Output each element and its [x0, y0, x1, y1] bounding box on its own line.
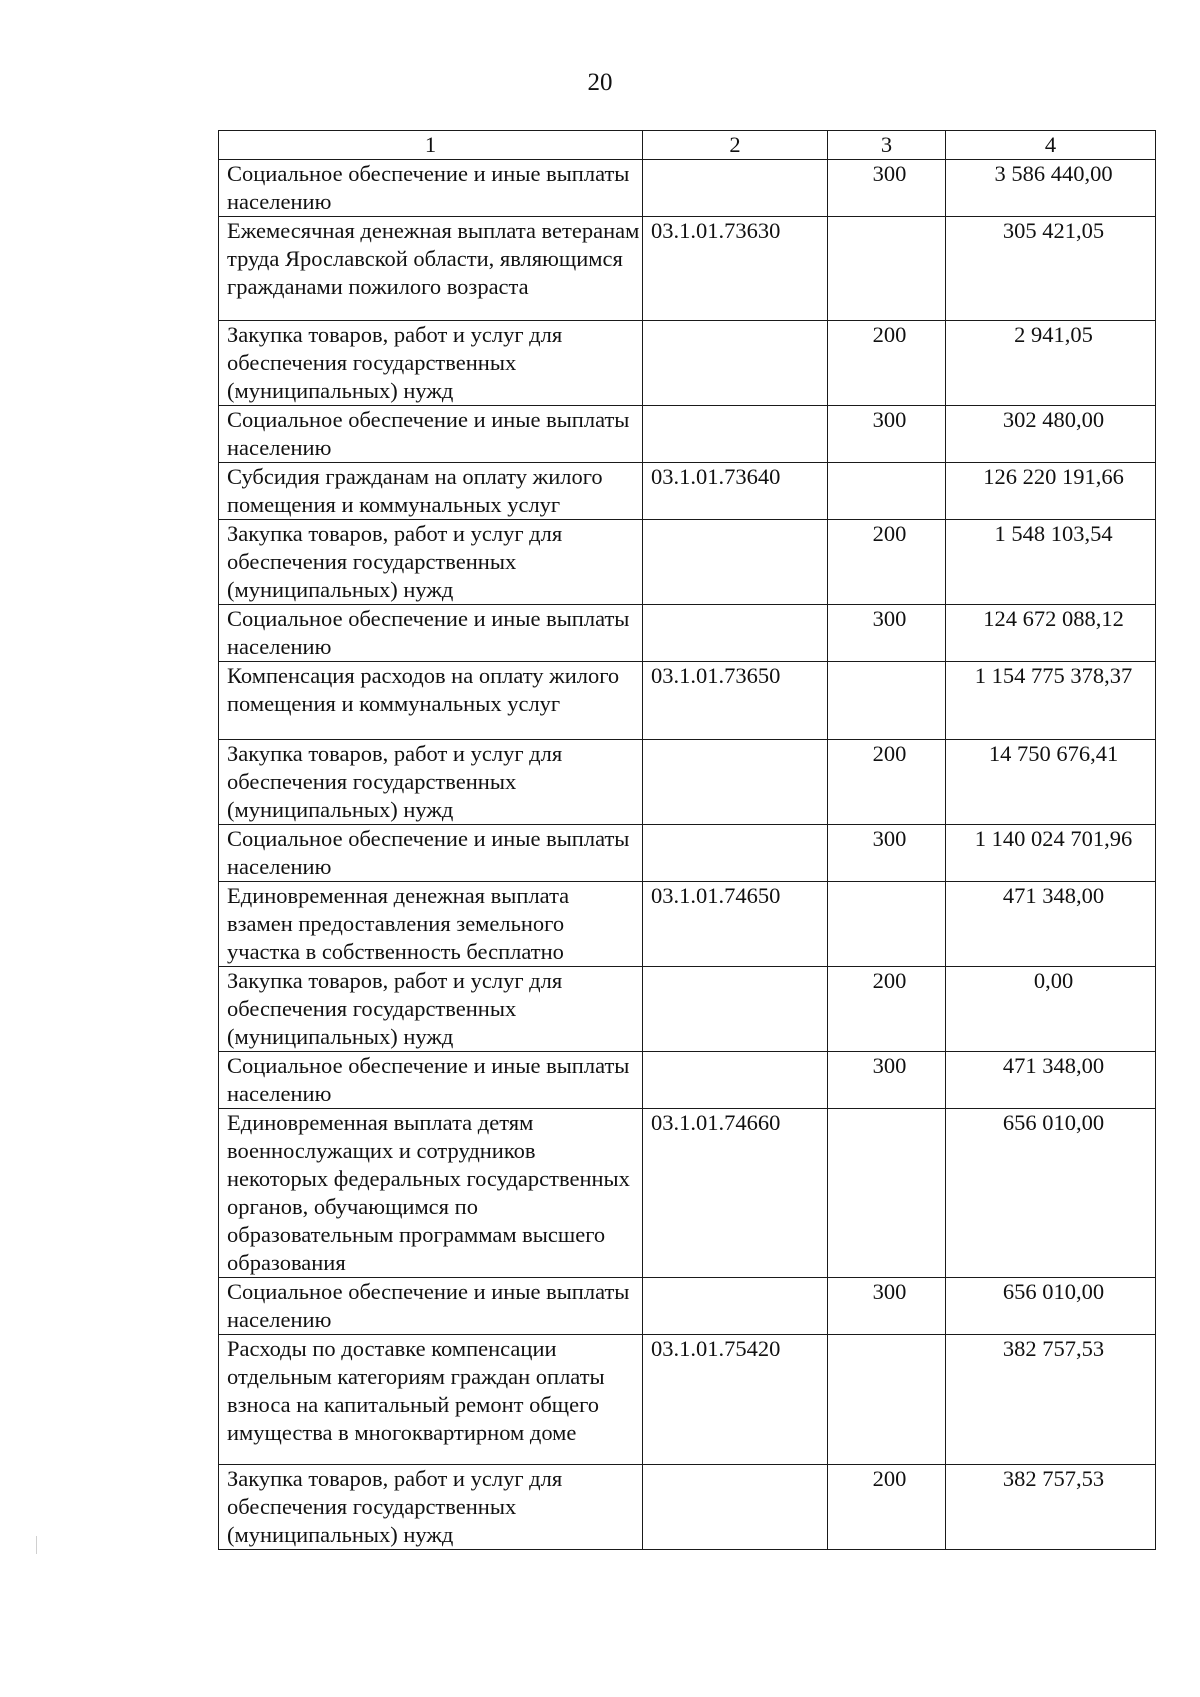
cell-target-code [643, 605, 828, 662]
cell-amount: 1 548 103,54 [946, 520, 1156, 605]
cell-description: Единовременная денежная выплата взамен предоставления земельного участка в собственность бесплатно [219, 882, 643, 967]
cell-target-code: 03.1.01.75420 [643, 1335, 828, 1465]
table-body [219, 160, 1156, 1550]
table-row [219, 520, 1156, 605]
cell-expense-kind: 300 [828, 1278, 946, 1335]
cell-amount: 305 421,05 [946, 217, 1156, 321]
cell-target-code [643, 740, 828, 825]
cell-expense-kind: 300 [828, 160, 946, 217]
cell-expense-kind [828, 1109, 946, 1278]
cell-target-code: 03.1.01.73650 [643, 662, 828, 740]
cell-target-code: 03.1.01.73640 [643, 463, 828, 520]
cell-expense-kind [828, 1335, 946, 1465]
cell-expense-kind: 300 [828, 406, 946, 463]
table-row [219, 740, 1156, 825]
cell-amount: 14 750 676,41 [946, 740, 1156, 825]
cell-amount: 1 154 775 378,37 [946, 662, 1156, 740]
cell-expense-kind: 300 [828, 1052, 946, 1109]
cell-expense-kind: 200 [828, 967, 946, 1052]
cell-description: Закупка товаров, работ и услуг для обеспечения государственных (муниципальных) нужд [219, 520, 643, 605]
cell-target-code: 03.1.01.74650 [643, 882, 828, 967]
cell-description: Компенсация расходов на оплату жилого помещения и коммунальных услуг [219, 662, 643, 740]
column-header-1: 1 [219, 131, 643, 160]
cell-target-code [643, 1278, 828, 1335]
table-row [219, 1109, 1156, 1278]
cell-expense-kind: 200 [828, 1465, 946, 1550]
column-header-4: 4 [946, 131, 1156, 160]
cell-expense-kind [828, 882, 946, 967]
cell-target-code [643, 520, 828, 605]
table-row [219, 321, 1156, 406]
cell-target-code [643, 406, 828, 463]
cell-expense-kind: 200 [828, 740, 946, 825]
table-row [219, 967, 1156, 1052]
table-row [219, 882, 1156, 967]
cell-amount: 656 010,00 [946, 1109, 1156, 1278]
cell-expense-kind: 200 [828, 321, 946, 406]
cell-description: Расходы по доставке компенсации отдельным категориям граждан оплаты взноса на капитальный ремонт общего имущества в многоквартирном доме [219, 1335, 643, 1465]
cell-amount: 3 586 440,00 [946, 160, 1156, 217]
table-row [219, 1278, 1156, 1335]
cell-target-code [643, 1465, 828, 1550]
cell-expense-kind: 300 [828, 825, 946, 882]
cell-description: Социальное обеспечение и иные выплаты населению [219, 1052, 643, 1109]
table-row [219, 1052, 1156, 1109]
scan-margin-mark [36, 1536, 37, 1554]
cell-amount: 302 480,00 [946, 406, 1156, 463]
cell-description: Закупка товаров, работ и услуг для обеспечения государственных (муниципальных) нужд [219, 967, 643, 1052]
cell-description: Закупка товаров, работ и услуг для обеспечения государственных (муниципальных) нужд [219, 1465, 643, 1550]
cell-target-code: 03.1.01.73630 [643, 217, 828, 321]
cell-expense-kind [828, 463, 946, 520]
table-header [219, 131, 1156, 160]
page-number: 20 [587, 69, 613, 96]
cell-amount: 471 348,00 [946, 1052, 1156, 1109]
cell-target-code [643, 967, 828, 1052]
table-row [219, 825, 1156, 882]
cell-target-code [643, 1052, 828, 1109]
budget-table [218, 130, 1156, 1550]
table-row [219, 406, 1156, 463]
cell-description: Социальное обеспечение и иные выплаты населению [219, 1278, 643, 1335]
table-row [219, 217, 1156, 321]
cell-amount: 126 220 191,66 [946, 463, 1156, 520]
cell-target-code [643, 160, 828, 217]
cell-amount: 0,00 [946, 967, 1156, 1052]
header-row [219, 131, 1156, 160]
table-row [219, 463, 1156, 520]
cell-expense-kind [828, 217, 946, 321]
table-row [219, 605, 1156, 662]
cell-expense-kind: 300 [828, 605, 946, 662]
cell-amount: 1 140 024 701,96 [946, 825, 1156, 882]
cell-amount: 471 348,00 [946, 882, 1156, 967]
cell-description: Закупка товаров, работ и услуг для обеспечения государственных (муниципальных) нужд [219, 321, 643, 406]
cell-description: Субсидия гражданам на оплату жилого помещения и коммунальных услуг [219, 463, 643, 520]
cell-target-code [643, 321, 828, 406]
cell-amount: 124 672 088,12 [946, 605, 1156, 662]
cell-amount: 2 941,05 [946, 321, 1156, 406]
cell-amount: 382 757,53 [946, 1335, 1156, 1465]
cell-expense-kind: 200 [828, 520, 946, 605]
table-row [219, 1465, 1156, 1550]
table-row [219, 1335, 1156, 1465]
column-header-3: 3 [828, 131, 946, 160]
cell-amount: 656 010,00 [946, 1278, 1156, 1335]
cell-description: Социальное обеспечение и иные выплаты населению [219, 406, 643, 463]
cell-target-code: 03.1.01.74660 [643, 1109, 828, 1278]
cell-expense-kind [828, 662, 946, 740]
cell-description: Социальное обеспечение и иные выплаты населению [219, 825, 643, 882]
table-row [219, 160, 1156, 217]
cell-amount: 382 757,53 [946, 1465, 1156, 1550]
cell-target-code [643, 825, 828, 882]
column-header-2: 2 [643, 131, 828, 160]
cell-description: Социальное обеспечение и иные выплаты населению [219, 160, 643, 217]
cell-description: Единовременная выплата детям военнослужащих и сотрудников некоторых федеральных государственных органов, обучающимся по образовательным программам высшего образования [219, 1109, 643, 1278]
cell-description: Закупка товаров, работ и услуг для обеспечения государственных (муниципальных) нужд [219, 740, 643, 825]
cell-description: Социальное обеспечение и иные выплаты населению [219, 605, 643, 662]
table-row [219, 662, 1156, 740]
cell-description: Ежемесячная денежная выплата ветеранам труда Ярославской области, являющимся гражданами пожилого возраста [219, 217, 643, 321]
